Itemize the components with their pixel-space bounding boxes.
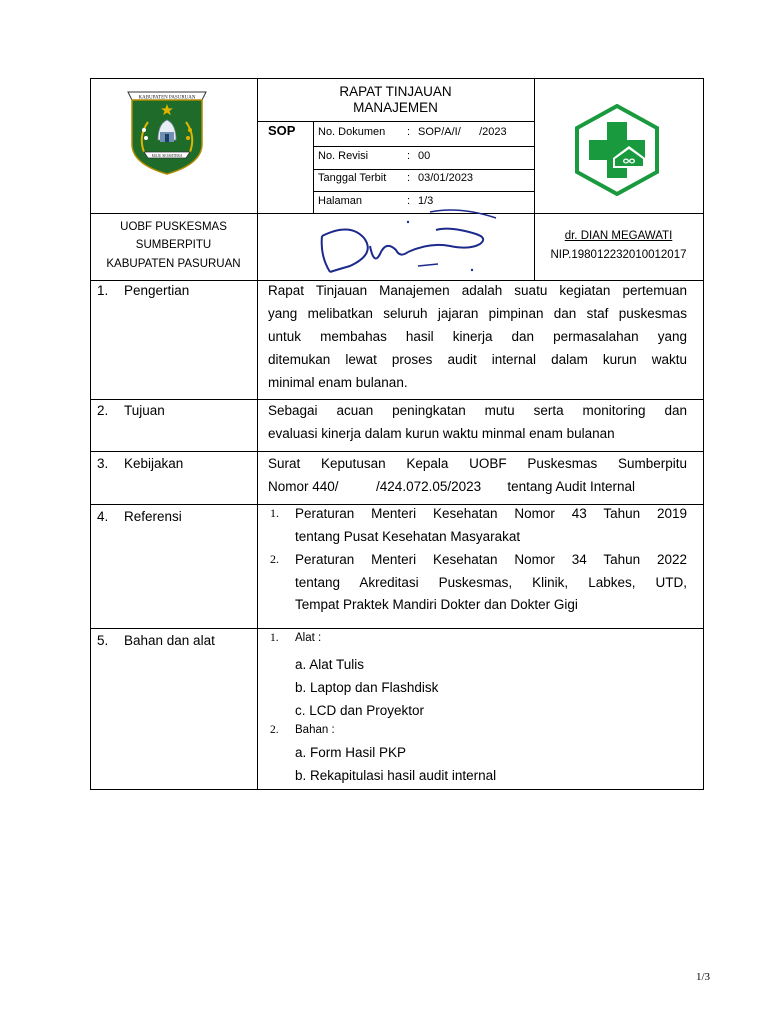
- field-value-no-dokumen: SOP/A/I/ /2023: [418, 126, 507, 138]
- reference-item-line: tentang Akreditasi Puskesmas, Klinik, Labkes, UTD,: [295, 575, 687, 590]
- org-name-line3: KABUPATEN PASURUAN: [106, 258, 241, 270]
- section-title-pengertian: Pengertian: [124, 283, 190, 298]
- section-text-line: Rapat Tinjauan Manajemen adalah suatu kegiatan pertemuan: [268, 283, 687, 298]
- org-name-line2: SUMBERPITU: [135, 239, 212, 251]
- field-label-no-dokumen: No. Dokumen: [318, 126, 386, 138]
- reference-item-line: Peraturan Menteri Kesehatan Nomor 43 Tahun 2019: [295, 506, 687, 521]
- logo-row-divider: [534, 213, 703, 214]
- signer-nip: NIP.198012232010012017: [550, 249, 687, 261]
- table-border-left: [90, 78, 91, 790]
- sop-label: SOP: [268, 123, 296, 138]
- reference-item-line: Peraturan Menteri Kesehatan Nomor 34 Tahun 2022: [295, 552, 687, 567]
- group-number: 2.: [270, 724, 279, 736]
- reference-item-number: 1.: [270, 506, 279, 520]
- signer-name: dr. DIAN MEGAWATI: [564, 230, 673, 242]
- list-item: a. Form Hasil PKP: [295, 745, 407, 760]
- reference-item-line: Tempat Praktek Mandiri Dokter dan Dokter Gigi: [295, 597, 578, 612]
- field-sep: :: [407, 150, 411, 162]
- field-label-no-revisi: No. Revisi: [318, 150, 369, 162]
- title-row-divider: [257, 121, 534, 122]
- section-text-line: Nomor 440/ /424.072.05/2023 tentang Audit Internal: [268, 479, 635, 494]
- section-title-bahan-dan-alat: Bahan dan alat: [124, 633, 215, 648]
- field-sep: :: [407, 126, 411, 138]
- field-label-tanggal-terbit: Tanggal Terbit: [318, 172, 387, 184]
- handwritten-signature: [300, 206, 510, 278]
- kabupaten-pasuruan-logo: [124, 84, 210, 176]
- section-title-tujuan: Tujuan: [124, 403, 165, 418]
- list-item: c. LCD dan Proyektor: [295, 703, 425, 718]
- section-number: 1.: [97, 283, 109, 298]
- group-label-bahan: Bahan :: [295, 724, 335, 736]
- list-item: b. Laptop dan Flashdisk: [295, 680, 439, 695]
- org-name-line1: UOBF PUSKESMAS: [120, 221, 227, 233]
- section-text-line: Surat Keputusan Kepala UOBF Puskesmas Sumberpitu: [268, 456, 687, 471]
- field-value-tanggal-terbit: 03/01/2023: [418, 172, 474, 184]
- page-number: 1/3: [696, 971, 711, 983]
- sop-divider: [313, 121, 314, 213]
- section-text-line: ditemukan lewat proses audit internal dalam kurun waktu: [268, 352, 687, 367]
- section-title-referensi: Referensi: [124, 509, 182, 524]
- list-item: b. Rekapitulasi hasil audit internal: [295, 768, 497, 783]
- section-number: 2.: [97, 403, 109, 418]
- group-label-alat: Alat :: [295, 632, 322, 644]
- field-value-no-revisi: 00: [418, 150, 431, 162]
- document-title-line1: RAPAT TINJAUAN: [339, 84, 452, 99]
- field-sep: :: [407, 195, 411, 207]
- table-border-bottom: [90, 789, 704, 790]
- group-number: 1.: [270, 632, 279, 644]
- section-text-line: yang melibatkan seluruh jajaran pimpinan dan staf puskesmas: [268, 306, 687, 321]
- field-row-divider: [313, 191, 534, 192]
- puskesmas-logo: [571, 104, 663, 196]
- document-title-line2: MANAJEMEN: [353, 100, 438, 115]
- field-label-halaman: Halaman: [318, 195, 363, 207]
- field-row-divider: [313, 169, 534, 170]
- column-divider: [257, 78, 258, 790]
- section-text-line: Sebagai acuan peningkatan mutu serta monitoring dan: [268, 403, 687, 418]
- field-row-divider: [313, 146, 534, 147]
- table-border-top: [90, 78, 704, 79]
- reference-item-number: 2.: [270, 552, 279, 566]
- section-title-kebijakan: Kebijakan: [124, 456, 184, 471]
- section-text-line: minimal enam bulanan.: [268, 375, 408, 390]
- field-value-halaman: 1/3: [418, 195, 434, 207]
- table-border-right: [703, 78, 704, 790]
- section-number: 3.: [97, 456, 109, 471]
- logo-bottom-text: MAJU SEJAHTERA: [151, 153, 183, 158]
- field-sep: :: [407, 172, 411, 184]
- section-number: 4.: [97, 509, 109, 524]
- section-text-line: evaluasi kinerja dalam kurun waktu minmal enam bulanan: [268, 426, 615, 441]
- logo-top-text: KABUPATEN PASURUAN: [138, 95, 196, 101]
- section-text-line: untuk membahas hasil kinerja dan permasalahan yang: [268, 329, 687, 344]
- section-number: 5.: [97, 633, 109, 648]
- list-item: a. Alat Tulis: [295, 657, 365, 672]
- reference-item-line: tentang Pusat Kesehatan Masyarakat: [295, 529, 521, 544]
- org-row-divider: [90, 213, 257, 214]
